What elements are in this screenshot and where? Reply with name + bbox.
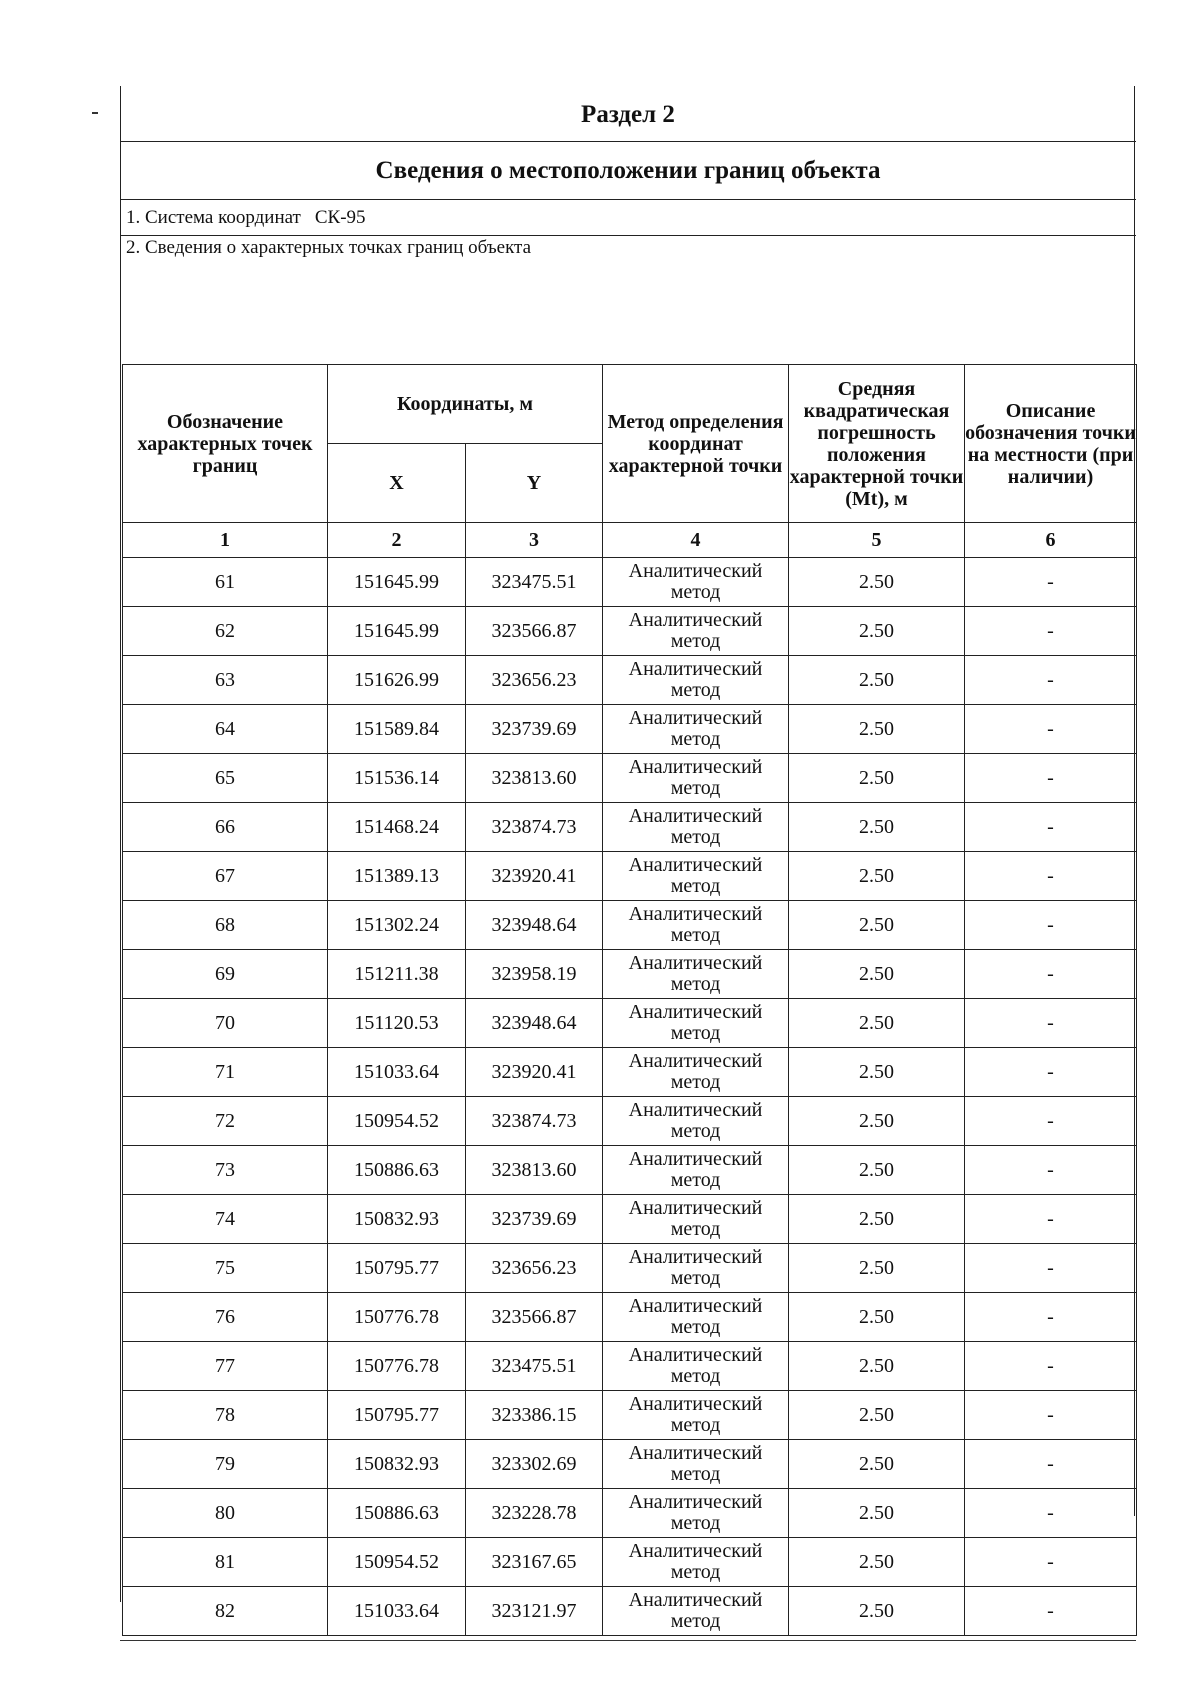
point-cell: 67 [123, 852, 328, 901]
header-method: Метод определения координат характерной точки [603, 365, 789, 523]
description-cell: - [965, 1244, 1137, 1293]
description-cell: - [965, 607, 1137, 656]
method-cell: Аналитический метод [603, 1146, 789, 1195]
y-coordinate-cell: 323739.69 [466, 1195, 603, 1244]
x-coordinate-cell: 151589.84 [328, 705, 466, 754]
y-coordinate-cell: 323948.64 [466, 999, 603, 1048]
y-coordinate-cell: 323874.73 [466, 803, 603, 852]
table-row [123, 901, 1137, 950]
method-cell: Аналитический метод [603, 852, 789, 901]
point-cell: 82 [123, 1587, 328, 1636]
table-row [123, 1587, 1137, 1636]
x-coordinate-cell: 151645.99 [328, 558, 466, 607]
y-coordinate-cell: 323121.97 [466, 1587, 603, 1636]
column-number: 6 [965, 523, 1137, 558]
description-cell: - [965, 656, 1137, 705]
table-row [123, 1342, 1137, 1391]
y-coordinate-cell: 323958.19 [466, 950, 603, 999]
error-cell: 2.50 [789, 852, 965, 901]
description-cell: - [965, 705, 1137, 754]
table-row [123, 1146, 1137, 1195]
table-row [123, 1244, 1137, 1293]
point-cell: 72 [123, 1097, 328, 1146]
header-coordinates: Координаты, м [328, 365, 603, 444]
table-row [123, 803, 1137, 852]
point-cell: 68 [123, 901, 328, 950]
point-cell: 64 [123, 705, 328, 754]
error-cell: 2.50 [789, 558, 965, 607]
method-cell: Аналитический метод [603, 901, 789, 950]
method-cell: Аналитический метод [603, 754, 789, 803]
column-number-row [123, 523, 1137, 558]
header-description: Описание обозначения точки на местности (при наличии) [965, 365, 1137, 523]
error-cell: 2.50 [789, 999, 965, 1048]
description-cell: - [965, 1097, 1137, 1146]
method-cell: Аналитический метод [603, 1244, 789, 1293]
method-cell: Аналитический метод [603, 803, 789, 852]
y-coordinate-cell: 323302.69 [466, 1440, 603, 1489]
method-cell: Аналитический метод [603, 1097, 789, 1146]
method-cell: Аналитический метод [603, 950, 789, 999]
section-title: Раздел 2 [120, 86, 1136, 142]
object-title: Сведения о местоположении границ объекта [120, 142, 1136, 200]
x-coordinate-cell: 150954.52 [328, 1538, 466, 1587]
x-coordinate-cell: 151033.64 [328, 1048, 466, 1097]
y-coordinate-cell: 323948.64 [466, 901, 603, 950]
method-cell: Аналитический метод [603, 999, 789, 1048]
description-cell: - [965, 950, 1137, 999]
point-cell: 62 [123, 607, 328, 656]
y-coordinate-cell: 323228.78 [466, 1489, 603, 1538]
description-cell: - [965, 1440, 1137, 1489]
description-cell: - [965, 901, 1137, 950]
y-coordinate-cell: 323475.51 [466, 558, 603, 607]
method-cell: Аналитический метод [603, 558, 789, 607]
x-coordinate-cell: 151389.13 [328, 852, 466, 901]
y-coordinate-cell: 323167.65 [466, 1538, 603, 1587]
coord-system-label: 1. Система координат [126, 206, 301, 228]
table-row [123, 999, 1137, 1048]
x-coordinate-cell: 151302.24 [328, 901, 466, 950]
x-coordinate-cell: 151033.64 [328, 1587, 466, 1636]
table-row [123, 1195, 1137, 1244]
error-cell: 2.50 [789, 1440, 965, 1489]
point-cell: 74 [123, 1195, 328, 1244]
table-row [123, 1097, 1137, 1146]
description-cell: - [965, 852, 1137, 901]
method-cell: Аналитический метод [603, 1587, 789, 1636]
x-coordinate-cell: 151536.14 [328, 754, 466, 803]
table-row [123, 656, 1137, 705]
column-number: 1 [123, 523, 328, 558]
description-cell: - [965, 1146, 1137, 1195]
y-coordinate-cell: 323566.87 [466, 607, 603, 656]
point-cell: 79 [123, 1440, 328, 1489]
table-row [123, 1440, 1137, 1489]
method-cell: Аналитический метод [603, 1440, 789, 1489]
y-coordinate-cell: 323813.60 [466, 1146, 603, 1195]
description-cell: - [965, 558, 1137, 607]
method-cell: Аналитический метод [603, 1489, 789, 1538]
table-row [123, 852, 1137, 901]
point-cell: 78 [123, 1391, 328, 1440]
header-designation: Обозначение характерных точек границ [123, 365, 328, 523]
table-row [123, 558, 1137, 607]
error-cell: 2.50 [789, 950, 965, 999]
error-cell: 2.50 [789, 901, 965, 950]
method-cell: Аналитический метод [603, 1538, 789, 1587]
column-number: 4 [603, 523, 789, 558]
table-row [123, 607, 1137, 656]
x-coordinate-cell: 151468.24 [328, 803, 466, 852]
y-coordinate-cell: 323920.41 [466, 852, 603, 901]
table-body [123, 558, 1137, 1636]
header-x: X [328, 444, 466, 523]
y-coordinate-cell: 323566.87 [466, 1293, 603, 1342]
x-coordinate-cell: 150832.93 [328, 1195, 466, 1244]
error-cell: 2.50 [789, 1538, 965, 1587]
method-cell: Аналитический метод [603, 1342, 789, 1391]
description-cell: - [965, 1391, 1137, 1440]
error-cell: 2.50 [789, 1195, 965, 1244]
document-frame [120, 86, 1136, 1632]
x-coordinate-cell: 150776.78 [328, 1293, 466, 1342]
point-cell: 66 [123, 803, 328, 852]
y-coordinate-cell: 323739.69 [466, 705, 603, 754]
table-row [123, 705, 1137, 754]
point-cell: 81 [123, 1538, 328, 1587]
table-row [123, 1391, 1137, 1440]
x-coordinate-cell: 151626.99 [328, 656, 466, 705]
column-number: 3 [466, 523, 603, 558]
error-cell: 2.50 [789, 1146, 965, 1195]
description-cell: - [965, 1048, 1137, 1097]
description-cell: - [965, 999, 1137, 1048]
description-cell: - [965, 1342, 1137, 1391]
method-cell: Аналитический метод [603, 705, 789, 754]
point-cell: 77 [123, 1342, 328, 1391]
y-coordinate-cell: 323656.23 [466, 656, 603, 705]
error-cell: 2.50 [789, 1244, 965, 1293]
method-cell: Аналитический метод [603, 1048, 789, 1097]
x-coordinate-cell: 150886.63 [328, 1146, 466, 1195]
error-cell: 2.50 [789, 1293, 965, 1342]
error-cell: 2.50 [789, 1489, 965, 1538]
method-cell: Аналитический метод [603, 607, 789, 656]
description-cell: - [965, 1538, 1137, 1587]
method-cell: Аналитический метод [603, 656, 789, 705]
error-cell: 2.50 [789, 1097, 965, 1146]
y-coordinate-cell: 323386.15 [466, 1391, 603, 1440]
description-cell: - [965, 1293, 1137, 1342]
table-row [123, 1293, 1137, 1342]
method-cell: Аналитический метод [603, 1391, 789, 1440]
x-coordinate-cell: 150795.77 [328, 1391, 466, 1440]
point-cell: 63 [123, 656, 328, 705]
point-cell: 69 [123, 950, 328, 999]
column-number: 2 [328, 523, 466, 558]
description-cell: - [965, 1587, 1137, 1636]
y-coordinate-cell: 323813.60 [466, 754, 603, 803]
error-cell: 2.50 [789, 754, 965, 803]
x-coordinate-cell: 150832.93 [328, 1440, 466, 1489]
table-row [123, 950, 1137, 999]
error-cell: 2.50 [789, 1587, 965, 1636]
x-coordinate-cell: 151211.38 [328, 950, 466, 999]
error-cell: 2.50 [789, 607, 965, 656]
y-coordinate-cell: 323656.23 [466, 1244, 603, 1293]
description-cell: - [965, 1195, 1137, 1244]
header-y: Y [466, 444, 603, 523]
description-cell: - [965, 754, 1137, 803]
point-cell: 80 [123, 1489, 328, 1538]
x-coordinate-cell: 150954.52 [328, 1097, 466, 1146]
point-cell: 70 [123, 999, 328, 1048]
x-coordinate-cell: 151120.53 [328, 999, 466, 1048]
point-cell: 71 [123, 1048, 328, 1097]
y-coordinate-cell: 323874.73 [466, 1097, 603, 1146]
error-cell: 2.50 [789, 1048, 965, 1097]
error-cell: 2.50 [789, 1391, 965, 1440]
table-row [123, 1489, 1137, 1538]
table-row [123, 1538, 1137, 1587]
header-error: Средняя квадратическая погрешность положения характерной точки (Mt), м [789, 365, 965, 523]
method-cell: Аналитический метод [603, 1293, 789, 1342]
y-coordinate-cell: 323920.41 [466, 1048, 603, 1097]
point-cell: 76 [123, 1293, 328, 1342]
y-coordinate-cell: 323475.51 [466, 1342, 603, 1391]
error-cell: 2.50 [789, 656, 965, 705]
coord-system-value: СК-95 [314, 206, 366, 228]
point-cell: 61 [123, 558, 328, 607]
point-cell: 65 [123, 754, 328, 803]
footer-rule [120, 1640, 1136, 1641]
description-cell: - [965, 1489, 1137, 1538]
column-number: 5 [789, 523, 965, 558]
error-cell: 2.50 [789, 705, 965, 754]
x-coordinate-cell: 150776.78 [328, 1342, 466, 1391]
boundary-points-table [122, 364, 1137, 1636]
error-cell: 2.50 [789, 803, 965, 852]
points-caption: 2. Сведения о характерных точках границ объекта [126, 237, 532, 258]
point-cell: 73 [123, 1146, 328, 1195]
scan-mark [92, 112, 98, 114]
description-cell: - [965, 803, 1137, 852]
error-cell: 2.50 [789, 1342, 965, 1391]
x-coordinate-cell: 150795.77 [328, 1244, 466, 1293]
table-row [123, 754, 1137, 803]
x-coordinate-cell: 151645.99 [328, 607, 466, 656]
point-cell: 75 [123, 1244, 328, 1293]
coord-system-row [120, 200, 1136, 236]
method-cell: Аналитический метод [603, 1195, 789, 1244]
x-coordinate-cell: 150886.63 [328, 1489, 466, 1538]
table-row [123, 1048, 1137, 1097]
